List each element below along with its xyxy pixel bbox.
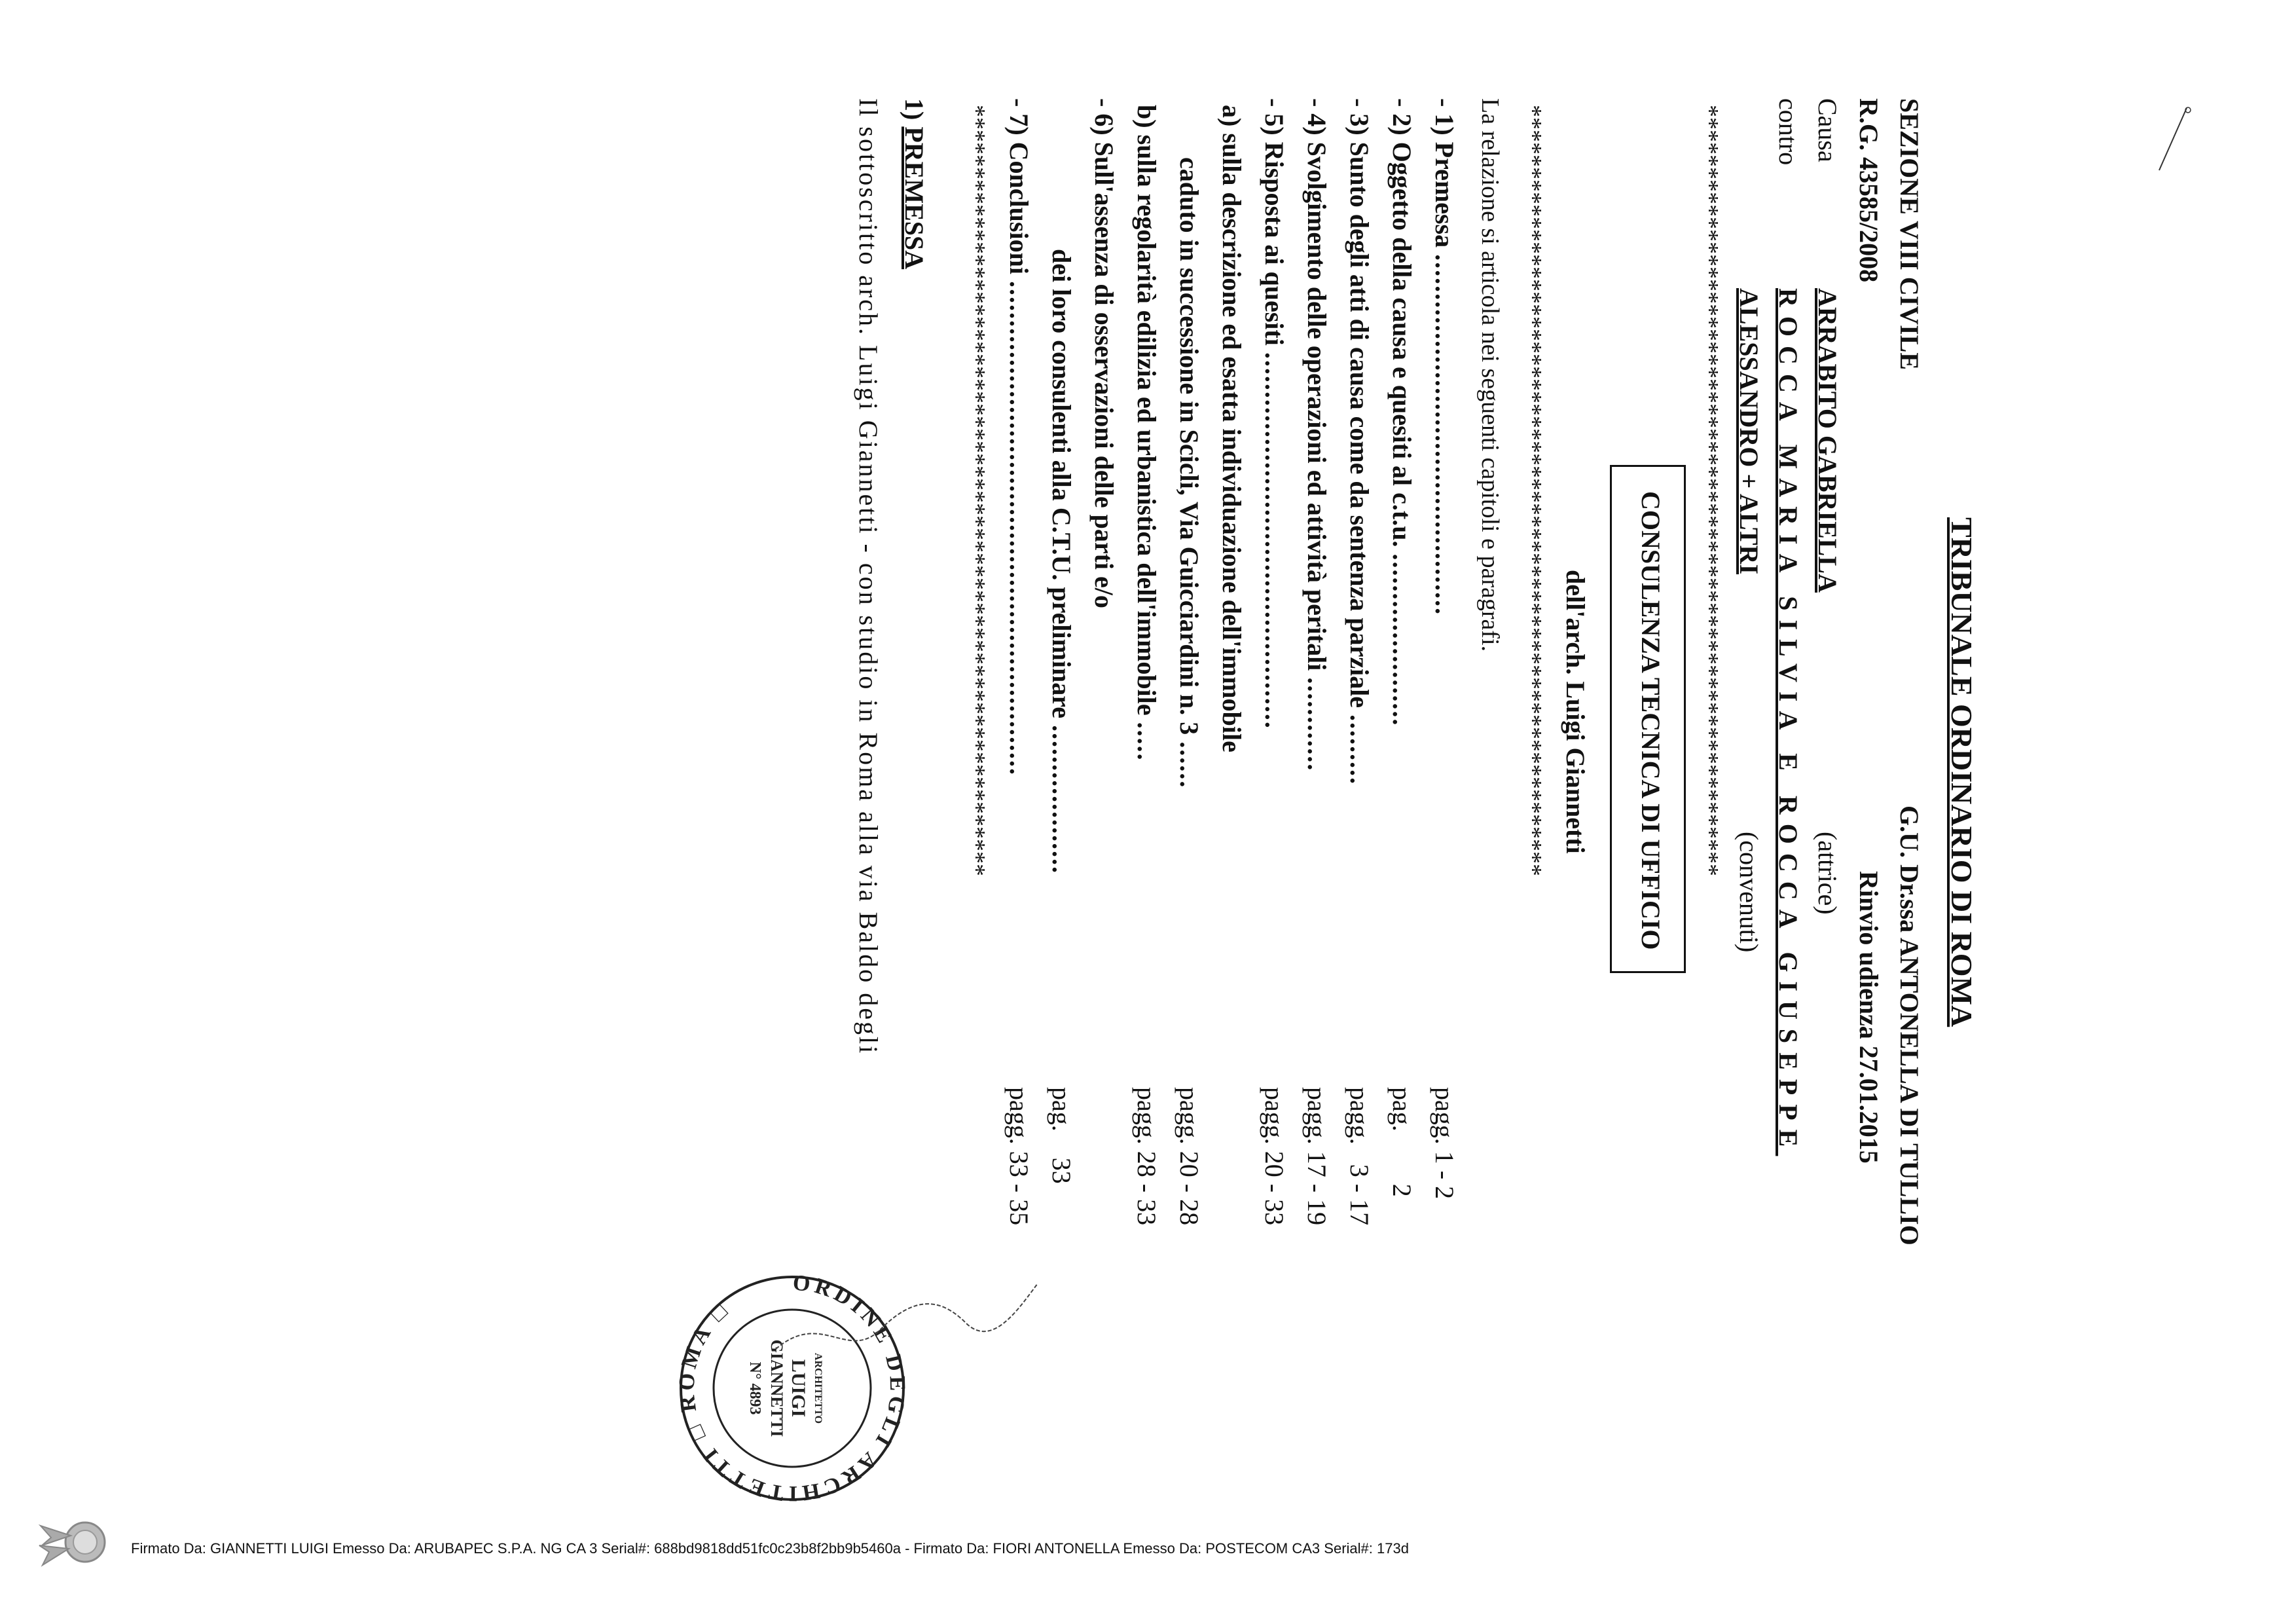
separator-top: **************************************************************: [1696, 105, 1723, 876]
toc-entry-dots: .........: [1345, 714, 1374, 786]
digital-signature-seal-icon: [33, 1513, 111, 1578]
premessa-text: Il sottoscritto arch. Luigi Giannetti - con studio in Roma alla via Baldo degli: [854, 98, 883, 1056]
digital-signature-footer: Firmato Da: GIANNETTI LUIGI Emesso Da: ARUBAPEC S.P.A. NG CA 3 Serial#: 688bd9818dd51fc0c23b8f2bb9b5460a - Firmato Da: FIORI ANTONELLA Emesso Da: POSTECOM CA3 Serial#: 173d: [131, 1540, 1409, 1557]
premessa-heading: [898, 98, 930, 269]
toc-entry-pages: pagg. 33 - 35: [1004, 1087, 1034, 1226]
defendants-line-2: ALESSANDRO + ALTRI: [1734, 288, 1764, 575]
stamp-inner-first-name: LUIGI: [788, 1359, 809, 1418]
premessa-number: 1): [900, 98, 929, 120]
defendants-role: (convenuti): [1734, 832, 1764, 953]
toc-entry-dots: ...................: [1047, 725, 1076, 875]
toc-entry-pages: pag. 33: [1047, 1087, 1076, 1184]
toc-entry-6-cont: [1046, 249, 1077, 874]
causa-label: Causa: [1813, 98, 1842, 162]
toc-entry-label: - 4) Svolgimento delle operazioni ed attività peritali: [1302, 98, 1332, 671]
toc-entry-4: [1301, 98, 1332, 771]
toc-entry-label: dei loro consulenti alla C.T.U. preliminare: [1047, 249, 1076, 719]
toc-entry-6: [1088, 98, 1120, 608]
defendants-line-1: ROCCA MARIA SILVIA E ROCCA GIUSEPPE: [1774, 288, 1803, 1156]
toc-entry-pages: pagg. 1 - 2: [1430, 1087, 1459, 1200]
toc-entry-7: [1003, 98, 1034, 776]
stamp-inner-title: ARCHITETTO: [812, 1352, 824, 1424]
section-label: SEZIONE VIII CIVILE: [1895, 98, 1924, 370]
toc-entry-label: - 7) Conclusioni: [1004, 98, 1034, 274]
judge-label: G.U. Dr.ssa ANTONELLA DI TULLIO: [1895, 805, 1924, 1246]
toc-entry-label: - 3) Sunto degli atti di causa come da sentenza parziale: [1345, 98, 1374, 709]
handwritten-signature: [769, 1270, 1044, 1401]
toc-entry-pages: pagg. 17 - 19: [1302, 1087, 1332, 1226]
toc-entry-label: - 5) Risposta ai quesiti: [1260, 98, 1289, 346]
toc-entry-label: - 1) Premessa: [1430, 98, 1459, 248]
stamp-ring-text: ORDINE DEGLI ARCHITETTI □ ROMA □: [674, 1270, 910, 1506]
stamp-inner-last-name: GIANNETTI: [767, 1339, 786, 1437]
separator-mid: **************************************************************: [1519, 105, 1546, 876]
toc-entry-dots: ......: [1175, 741, 1204, 789]
separator-bottom: **************************************************************: [962, 105, 990, 876]
toc-entry-label: caduto in successione in Scicli, Via Guicciardini n. 3: [1175, 157, 1204, 735]
hearing-date: Rinvio udienza 27.01.2015: [1854, 871, 1884, 1164]
toc-entry-label: b) sulla regolarità edilizia ed urbanistica dell'immobile: [1132, 105, 1161, 716]
rotated-document-body: [308, 98, 1977, 1342]
rg-number: R.G. 43585/2008: [1854, 98, 1884, 283]
stamp-inner-number: N° 4893: [746, 1361, 763, 1415]
toc-entry-dots: .....: [1132, 722, 1161, 762]
toc-entry-5a: [1216, 105, 1247, 752]
toc-entry-dots: ...............................................................: [1004, 280, 1034, 776]
toc-entry-pages: pagg. 28 - 33: [1132, 1087, 1161, 1226]
toc-entry-dots: ......................: [1387, 553, 1417, 727]
toc-entry-pages: pagg. 20 - 33: [1260, 1087, 1289, 1226]
toc-entry-5b: [1131, 105, 1162, 762]
contro-label: contro: [1774, 98, 1803, 166]
toc-entry-label: - 2) Oggetto della causa e quesiti al c.t.u.: [1387, 98, 1417, 547]
toc-entry-dots: ............: [1302, 677, 1332, 772]
toc-entry-dots: ..............................................: [1430, 254, 1459, 616]
author-line: dell'arch. Luigi Giannetti: [1561, 570, 1590, 854]
toc-entry-pages: pag. 2: [1387, 1087, 1417, 1197]
plaintiff-role: (attrice): [1813, 832, 1842, 915]
pen-mark: [2154, 105, 2193, 177]
plaintiff-name: ARRABITO GABRIELLA: [1813, 288, 1842, 593]
ctu-title: CONSULENZA TECNICA DI UFFICIO: [1636, 491, 1666, 950]
toc-entry-5: [1258, 98, 1290, 729]
toc-intro: La relazione si articola nei seguenti capitoli e paragrafi.: [1476, 98, 1504, 652]
toc-entry-label: a) sulla descrizione ed esatta individuazione dell'immobile: [1217, 105, 1247, 752]
court-title: TRIBUNALE ORDINARIO DI ROMA: [1945, 517, 1978, 1027]
toc-entry-2: [1386, 98, 1417, 727]
toc-entry-label: - 6) Sull'assenza di osservazioni delle parti e/o: [1089, 98, 1119, 608]
premessa-title: PREMESSA: [900, 126, 929, 270]
toc-entry-3: [1343, 98, 1375, 785]
toc-entry-pages: pagg. 3 - 17: [1345, 1087, 1374, 1226]
toc-entry-pages: pagg. 20 - 28: [1175, 1087, 1204, 1226]
toc-entry-5a-cont: [1173, 157, 1205, 788]
toc-entry-dots: ................................................: [1260, 352, 1289, 729]
toc-entry-1: [1429, 98, 1460, 616]
